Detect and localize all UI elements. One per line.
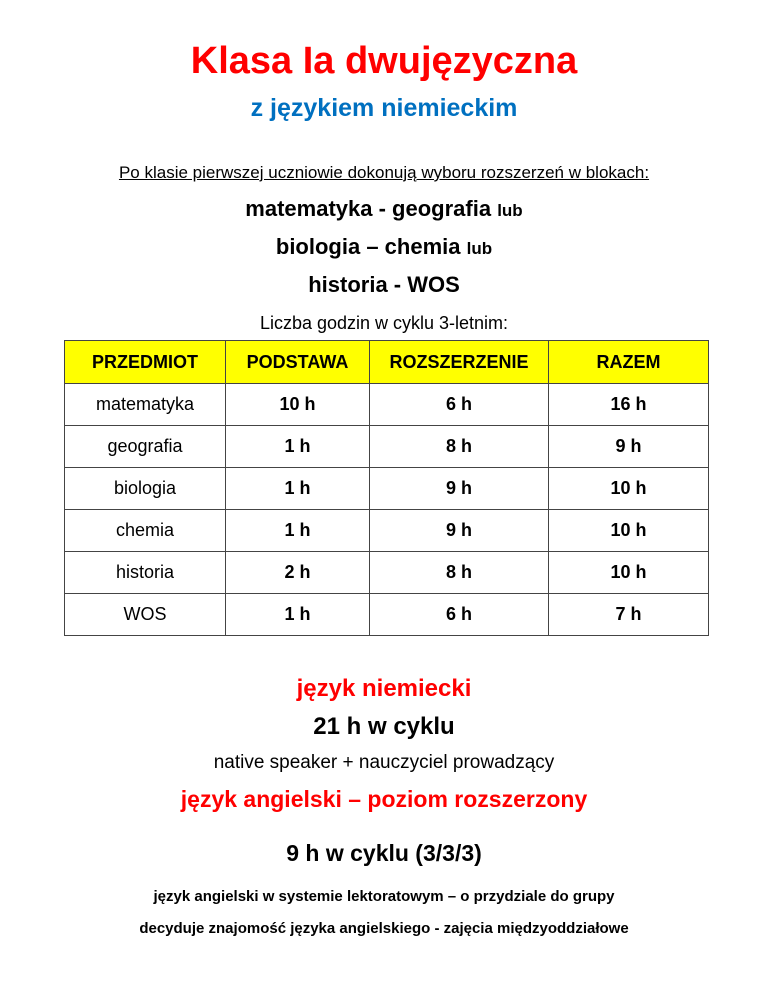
table-row bbox=[65, 426, 709, 468]
german-label: język niemiecki bbox=[296, 675, 472, 702]
block-2-text: biologia – chemia bbox=[275, 234, 461, 259]
header-razem: RAZEM bbox=[549, 341, 709, 384]
block-1 bbox=[0, 196, 768, 222]
cell-total: 10 h bbox=[549, 468, 709, 510]
english-note-line-1: język angielski w systemie lektoratowym – o przydziale do grupy bbox=[153, 888, 615, 905]
cell-extended: 6 h bbox=[370, 384, 549, 426]
cell-subject: geografia bbox=[65, 426, 226, 468]
table-header-row bbox=[65, 341, 709, 384]
block-3 bbox=[0, 272, 768, 298]
table-row bbox=[65, 552, 709, 594]
block-2 bbox=[0, 234, 768, 260]
table-row bbox=[65, 468, 709, 510]
english-label: język angielski – poziom rozszerzony bbox=[180, 786, 588, 812]
header-podstawa: PODSTAWA bbox=[226, 341, 370, 384]
header-przedmiot: PRZEDMIOT bbox=[65, 341, 226, 384]
cell-extended: 8 h bbox=[370, 426, 549, 468]
cell-base: 10 h bbox=[226, 384, 370, 426]
hours-table bbox=[64, 340, 709, 636]
hours-caption: Liczba godzin w cyklu 3-letnim: bbox=[259, 313, 509, 333]
cell-subject: WOS bbox=[65, 594, 226, 636]
cell-base: 1 h bbox=[226, 594, 370, 636]
block-3-text: historia - WOS bbox=[308, 272, 460, 297]
cell-extended: 6 h bbox=[370, 594, 549, 636]
english-hours: 9 h w cyklu (3/3/3) bbox=[286, 840, 482, 866]
cell-subject: chemia bbox=[65, 510, 226, 552]
english-note-line-2: decyduje znajomość języka angielskiego - zajęcia międzyoddziałowe bbox=[139, 920, 629, 937]
german-note: native speaker + nauczyciel prowadzący bbox=[213, 752, 555, 773]
cell-subject: matematyka bbox=[65, 384, 226, 426]
cell-base: 1 h bbox=[226, 510, 370, 552]
cell-total: 16 h bbox=[549, 384, 709, 426]
block-1-text: matematyka - geografia bbox=[245, 196, 492, 221]
cell-total: 9 h bbox=[549, 426, 709, 468]
cell-base: 1 h bbox=[226, 426, 370, 468]
cell-total: 10 h bbox=[549, 552, 709, 594]
table-row bbox=[65, 510, 709, 552]
cell-total: 10 h bbox=[549, 510, 709, 552]
table-row bbox=[65, 384, 709, 426]
header-rozszerzenie: ROZSZERZENIE bbox=[370, 341, 549, 384]
cell-total: 7 h bbox=[549, 594, 709, 636]
german-hours: 21 h w cyklu bbox=[313, 713, 455, 740]
cell-subject: historia bbox=[65, 552, 226, 594]
cell-extended: 9 h bbox=[370, 468, 549, 510]
page-subtitle: z językiem niemieckim bbox=[250, 94, 518, 122]
cell-extended: 8 h bbox=[370, 552, 549, 594]
cell-base: 1 h bbox=[226, 468, 370, 510]
block-1-suffix: lub bbox=[497, 201, 523, 220]
table-row bbox=[65, 594, 709, 636]
cell-extended: 9 h bbox=[370, 510, 549, 552]
block-2-suffix: lub bbox=[466, 239, 493, 258]
cell-base: 2 h bbox=[226, 552, 370, 594]
page-title: Klasa Ia dwujęzyczna bbox=[190, 40, 578, 82]
cell-subject: biologia bbox=[65, 468, 226, 510]
intro-text: Po klasie pierwszej uczniowie dokonują wyboru rozszerzeń w blokach: bbox=[118, 163, 650, 182]
